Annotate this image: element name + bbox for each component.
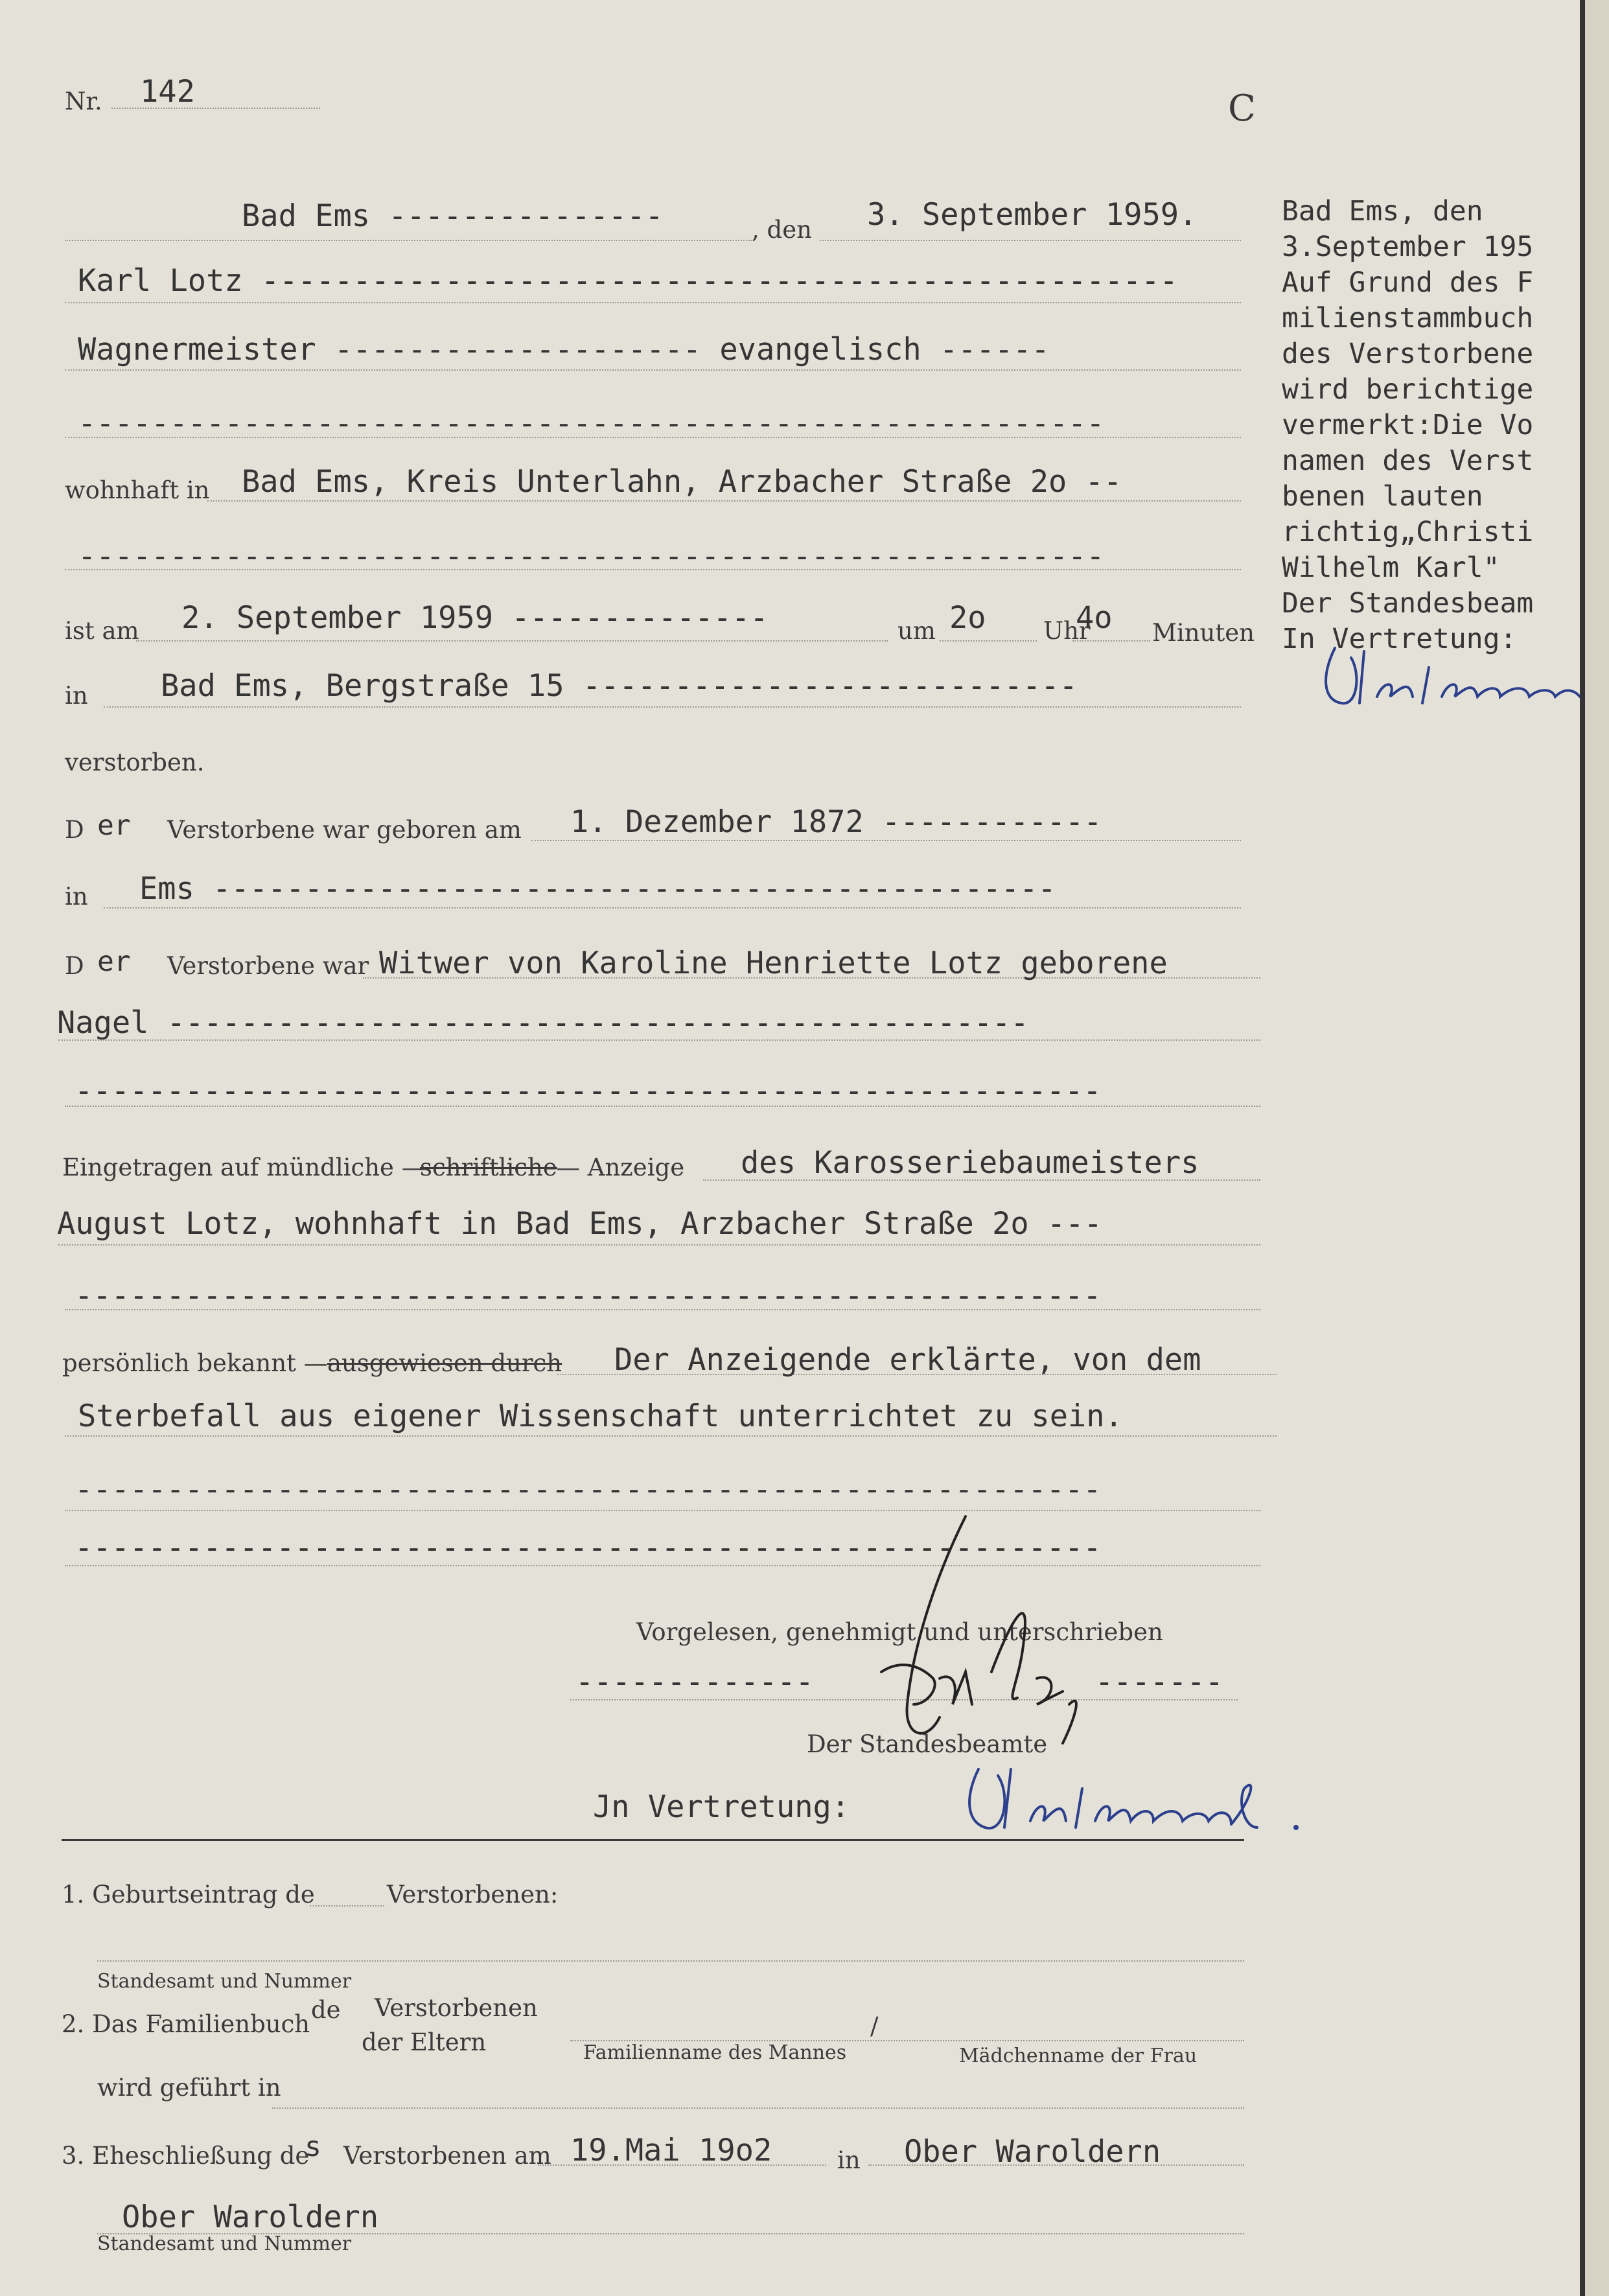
vertretung-label: Jn Vertretung: [593,1789,850,1825]
dotline [65,369,1241,371]
born-prefix: D [65,816,84,844]
vorgelesen-label: Vorgelesen, genehmigt und unterschrieben [636,1618,1163,1646]
dotline [97,1960,1244,1962]
dotline [65,1435,1277,1437]
margin-note-line: namen des Verst [1282,445,1534,477]
adjacent-page [1585,0,1609,2296]
margin-note [1282,198,1579,664]
item1-label: 1. Geburtseintrag de [62,1881,315,1908]
blank-dashes: -------------------------------------------------------- [75,1530,1102,1566]
birth-date: 1. Dezember 1872 ------------ [570,804,1102,840]
ist-am-label: ist am [65,617,139,645]
dotline [1072,640,1150,642]
verstorbenen-option: Verstorbenen [375,1994,538,2022]
dotline [136,640,888,642]
status-prefix: D [65,952,84,980]
in-label-2: in [65,883,88,910]
born-suffix: er [97,809,131,842]
wohnhaft-label: wohnhaft in [65,476,210,504]
bekannt-label: persönlich bekannt — [62,1349,328,1377]
informant-2: August Lotz, wohnhaft in Bad Ems, Arzbacher Straße 2o --- [57,1206,1102,1242]
death-place: Bad Ems, Bergstraße 15 --------------------------- [161,668,1078,704]
dotline [65,302,1241,303]
blank-dashes: -------------------------------------------------------- [75,1472,1102,1507]
record-number: 142 [140,74,195,110]
informant-signature [842,1510,1102,1782]
margin-note-line: Wilhelm Karl" [1282,551,1500,584]
uhr-label: Uhr [1043,617,1091,645]
status-label: Verstorbene war [167,952,369,980]
dotline [104,706,1241,708]
dotline [65,240,752,241]
item3-label: 3. Eheschließung de [62,2142,310,2170]
occupation-religion: Wagnermeister -------------------- evangelisch ------ [78,332,1050,367]
den-label: , den [752,216,812,244]
marital-status-2: Nagel ----------------------------------------------- [57,1005,1029,1041]
dotline [207,500,1241,502]
um-label: um [897,617,936,645]
sign-dashes-left: ------------- [575,1664,814,1700]
registration-date: 3. September 1959. [867,197,1198,233]
declaration-1: Der Anzeigende erklärte, von dem [614,1342,1201,1378]
blank-dashes: -------------------------------------------------------- [78,539,1105,574]
death-minutes: 4o [1076,600,1113,636]
margin-note-line: richtig„Christi [1282,516,1534,548]
margin-note-line: benen lauten [1282,480,1483,513]
margin-note-line: des Verstorbene [1282,338,1534,370]
marriage-place: Ober Waroldern [904,2134,1161,2170]
schriftliche-struck: schriftliche [420,1154,557,1181]
margin-note-line: vermerkt:Die Vo [1282,409,1534,441]
margin-note-line: wird berichtige [1282,373,1534,406]
margin-note-line: In Vertretung: [1282,623,1517,655]
marriage-date: 19.Mai 19o2 [570,2133,772,2168]
dotline [940,640,1037,642]
register-letter: C [1228,87,1256,130]
dotline [820,240,1241,241]
blank-dashes: -------------------------------------------------------- [75,1278,1102,1314]
item3-s: s [305,2131,321,2163]
margin-note-line: Der Standesbeam [1282,587,1534,620]
sign-dashes-right: ------- [1095,1664,1224,1700]
margin-note-line: milienstammbuch [1282,302,1534,334]
in-label: in [65,682,88,710]
dotline [531,840,1241,841]
dotline [58,1244,1260,1246]
deceased-name: Karl Lotz -------------------------------------------------- [78,263,1178,299]
familienname-label: Familienname des Mannes [583,2041,847,2064]
dotline [310,1905,384,1907]
maedchenname-label: Mädchenname der Frau [959,2045,1198,2067]
dotline [104,907,1241,909]
verstorben-label: verstorben. [65,748,205,776]
registry-place: Bad Ems --------------- [242,198,664,234]
marital-status-1: Witwer von Karoline Henriette Lotz geborene [379,945,1168,981]
nr-label: Nr. [65,87,102,115]
page-binding-edge [1580,0,1585,2296]
eltern-option: der Eltern [362,2028,487,2056]
status-suffix: er [97,945,131,978]
margin-note-line: Auf Grund des F [1282,266,1534,299]
item1-suffix: Verstorbenen: [387,1881,559,1908]
informant-1: des Karosseriebaumeisters [741,1145,1199,1181]
standesbeamte-label: Der Standesbeamte [807,1730,1048,1758]
registrar-signature [959,1750,1322,1853]
standesamt-label-2: Standesamt und Nummer [97,2232,352,2255]
eingetragen-label: Eingetragen auf mündliche — [62,1154,426,1181]
death-date: 2. September 1959 -------------- [181,600,769,636]
residence: Bad Ems, Kreis Unterlahn, Arzbacher Straße 2o -- [242,464,1122,500]
death-hour: 2o [949,600,986,636]
slash: / [870,2012,879,2040]
item2-label: 2. Das Familienbuch [62,2010,310,2038]
minuten-label: Minuten [1152,619,1255,647]
de-label: de [311,1996,341,2024]
margin-note-line: Bad Ems, den [1282,198,1483,227]
blank-dashes: -------------------------------------------------------- [78,406,1105,441]
margin-note-signature [1309,635,1580,726]
gefuehrt-label: wird geführt in [97,2074,281,2102]
anzeige-label: — Anzeige [556,1154,685,1181]
born-label: Verstorbene war geboren am [167,816,522,844]
blank-dashes: -------------------------------------------------------- [75,1073,1102,1109]
margin-note-line: 3.September 195 [1282,231,1534,263]
section-divider [62,1839,1244,1841]
dotline [272,2107,1244,2109]
standesamt-label: Standesamt und Nummer [97,1970,352,1993]
in-label-3: in [837,2146,861,2174]
birth-place: Ems ---------------------------------------------- [139,871,1056,907]
item3-suffix: Verstorbenen am [343,2142,551,2170]
ausgewiesen-struck: ausgewiesen durch [327,1349,562,1377]
declaration-2: Sterbefall aus eigener Wissenschaft unterrichtet zu sein. [78,1398,1123,1434]
marriage-registry: Ober Waroldern [122,2199,379,2235]
